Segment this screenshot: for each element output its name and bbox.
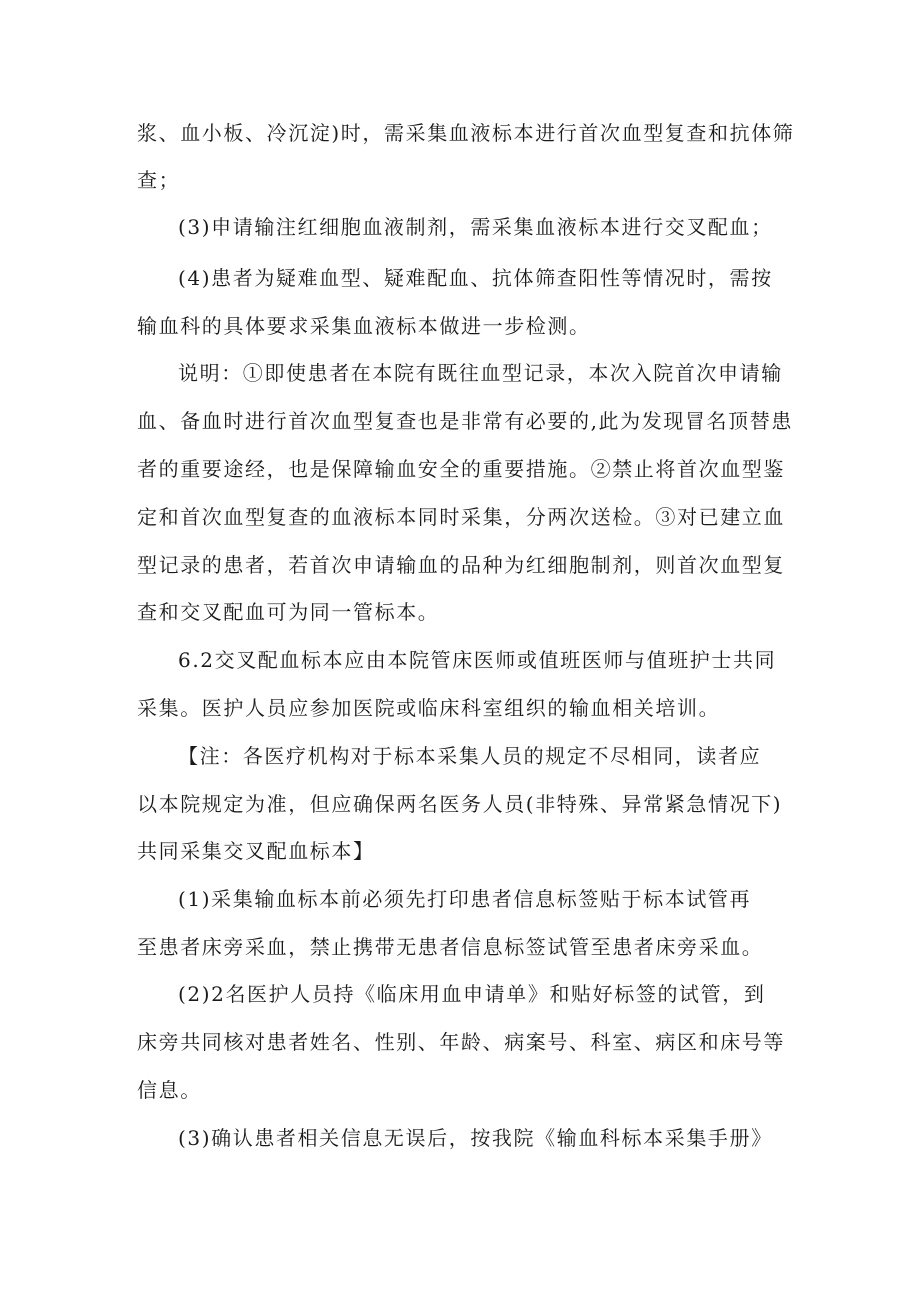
text-line: (3)确认患者相关信息无误后，按我院《输血科标本采集手册》 [178, 1126, 773, 1150]
text-line: 床旁共同核对患者姓名、性别、年龄、病案号、科室、病区和床号等 [137, 1030, 785, 1054]
text-line: 【注：各医疗机构对于标本采集人员的规定不尽相同，读者应 [178, 744, 762, 768]
text-line: 血、备血时进行首次血型复查也是非常有必要的,此为发现冒名顶替患 [137, 409, 793, 433]
text-line: 型记录的患者，若首次申请输血的品种为红细胞制剂，则首次血型复 [137, 553, 785, 577]
text-line: 采集。医护人员应参加医院或临床科室组织的输血相关培训。 [137, 696, 721, 720]
text-line: 以本院规定为准，但应确保两名医务人员(非特殊、异常紧急情况下) [137, 792, 783, 816]
text-line: (3)申请输注红细胞血液制剂，需采集血液标本进行交叉配血； [178, 215, 773, 239]
text-line: (2)2名医护人员持《临床用血申请单》和贴好标签的试管，到 [178, 982, 766, 1006]
text-line: 至患者床旁采血，禁止携带无患者信息标签试管至患者床旁采血。 [137, 935, 764, 959]
text-line: 6.2交叉配血标本应由本院管床医师或值班医师与值班护士共同 [178, 648, 777, 672]
text-line: 定和首次血型复查的血液标本同时采集，分两次送检。③对已建立血 [137, 505, 785, 529]
text-line: 共同采集交叉配血标本】 [137, 839, 375, 863]
text-line: 说明：①即使患者在本院有既往血型记录，本次入院首次申请输 [178, 361, 783, 385]
text-line: 信息。 [137, 1078, 202, 1102]
text-line: (1)采集输血标本前必须先打印患者信息标签贴于标本试管再 [178, 887, 752, 911]
text-line: 输血科的具体要求采集血液标本做进一步检测。 [137, 314, 591, 338]
text-line: 浆、血小板、冷沉淀)时，需采集血液标本进行首次血型复查和抗体筛 [137, 121, 795, 145]
text-line: 查和交叉配血可为同一管标本。 [137, 600, 440, 624]
text-line: 查； [137, 168, 181, 192]
text-line: 者的重要途经，也是保障输血安全的重要措施。②禁止将首次血型鉴 [137, 457, 785, 481]
text-line: (4)患者为疑难血型、疑难配血、抗体筛查阳性等情况时，需按 [178, 266, 773, 290]
